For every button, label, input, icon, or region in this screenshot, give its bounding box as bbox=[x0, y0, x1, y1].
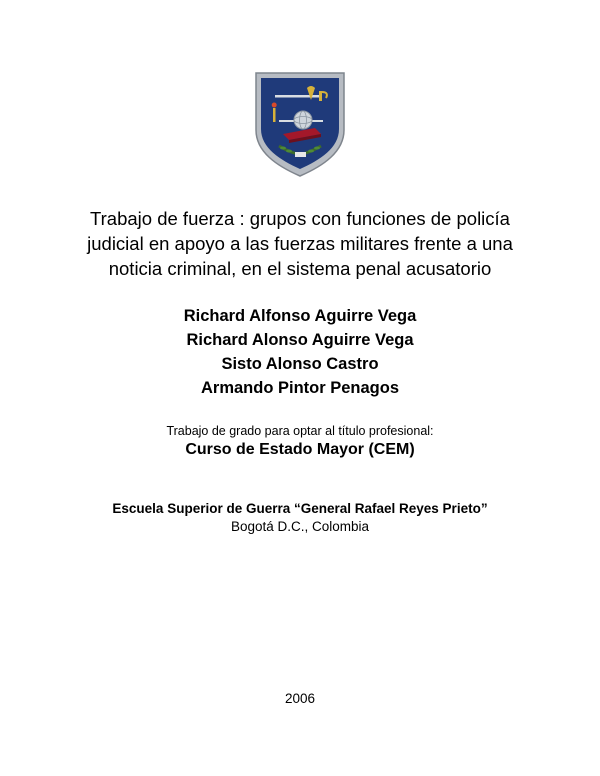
degree-name: Curso de Estado Mayor (CEM) bbox=[185, 441, 415, 458]
coat-of-arms-shield-icon bbox=[253, 70, 347, 178]
document-title bbox=[0, 206, 600, 281]
city-name: Bogotá D.C., Colombia bbox=[230, 519, 370, 534]
title-line: judicial en apoyo a las fuerzas militares frente a una bbox=[87, 233, 513, 254]
school-name: Escuela Superior de Guerra “General Rafael Reyes Prieto” bbox=[112, 501, 488, 516]
publication-year: 2006 bbox=[284, 691, 316, 706]
degree-intro: Trabajo de grado para optar al título profesional: bbox=[166, 424, 434, 438]
author-list bbox=[0, 304, 600, 400]
title-line: Trabajo de fuerza : grupos con funciones de policía bbox=[90, 208, 510, 229]
author-name: Sisto Alonso Castro bbox=[221, 355, 379, 373]
author-name: Richard Alonso Aguirre Vega bbox=[186, 331, 414, 349]
author-name: Richard Alfonso Aguirre Vega bbox=[183, 307, 417, 325]
title-line: noticia criminal, en el sistema penal acusatorio bbox=[108, 258, 492, 279]
author-name: Armando Pintor Penagos bbox=[200, 379, 400, 397]
